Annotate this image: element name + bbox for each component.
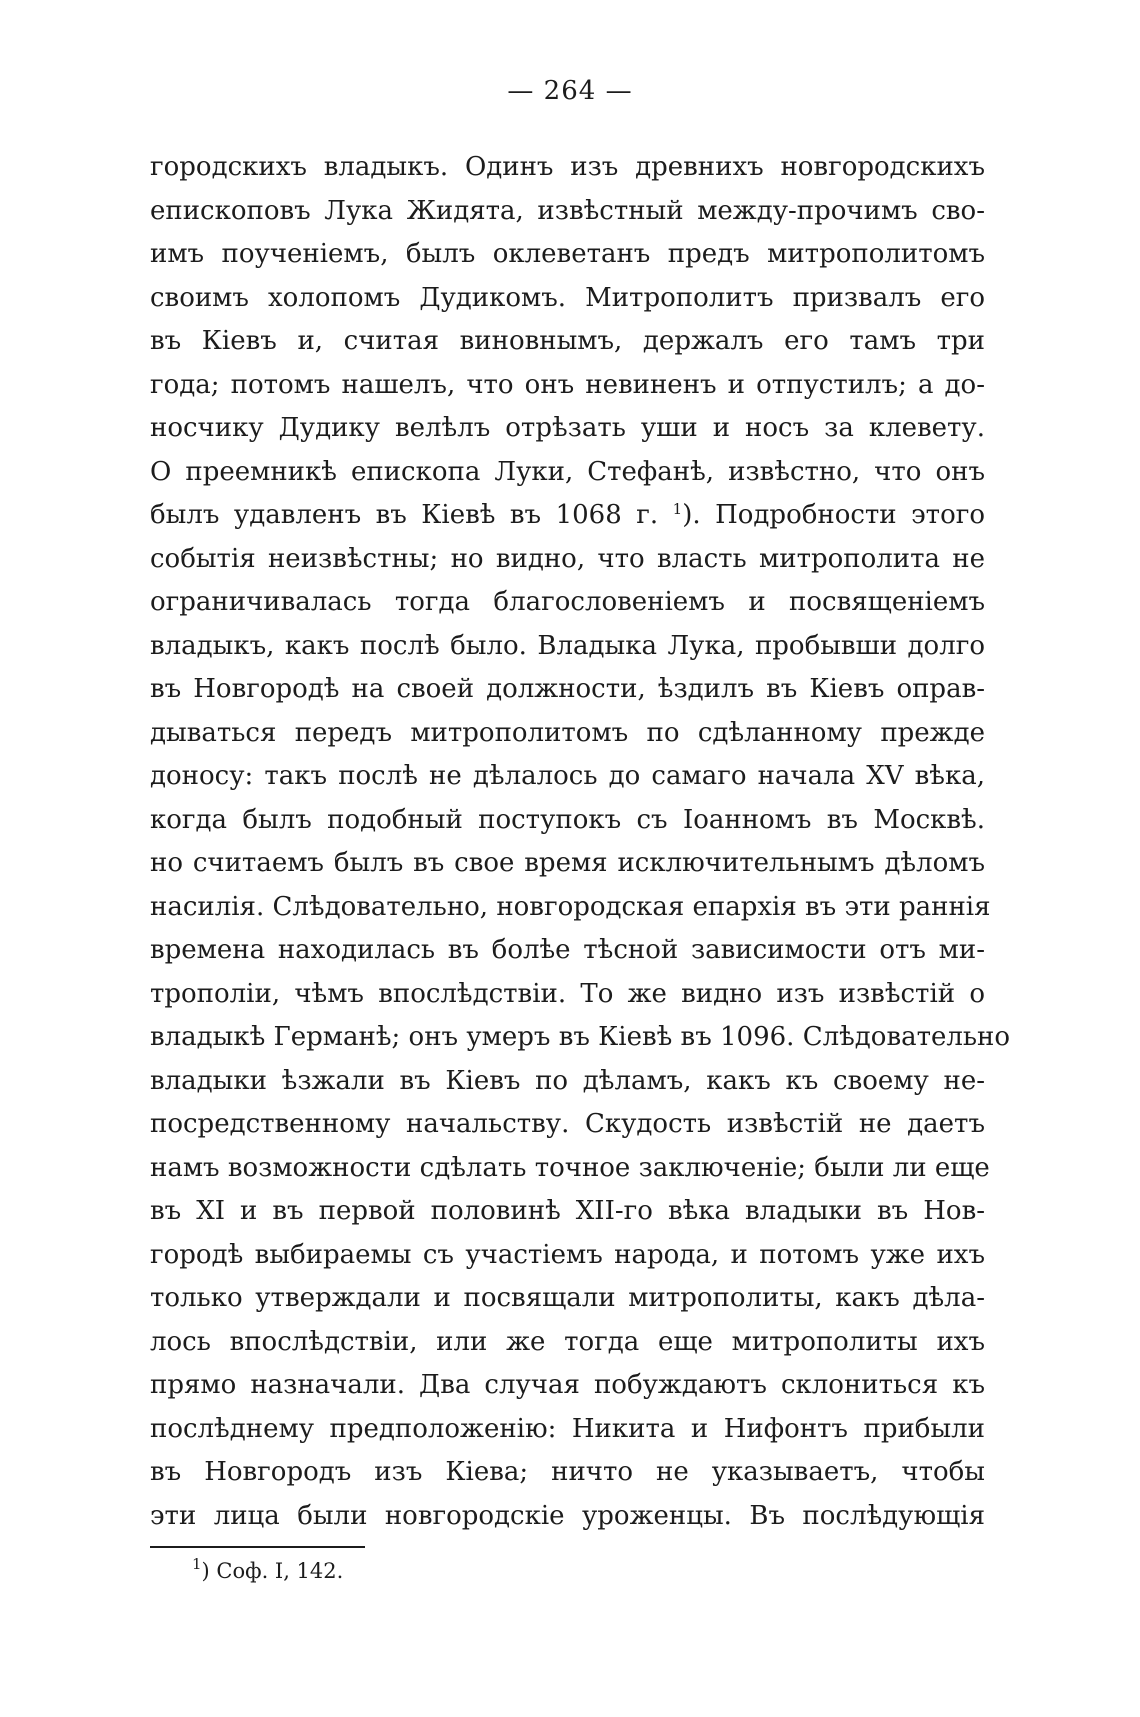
text-line: владыки ѣзжали въ Кіевъ по дѣламъ, какъ къ своему не- — [150, 1065, 985, 1096]
text-line-tail: ). Подробности этого — [682, 500, 985, 530]
text-line: доносу: такъ послѣ не дѣлалось до самаго начала XV вѣка, — [150, 761, 985, 791]
body-text — [150, 146, 1011, 1538]
footnote-marker: 1 — [192, 1555, 202, 1573]
page-number: — 264 — — [507, 76, 633, 106]
text-line: послѣднему предположенію: Никита и Нифонтъ прибыли — [150, 1413, 985, 1444]
text-line: епископовъ Лука Жидята, извѣстный между-прочимъ сво- — [150, 195, 985, 226]
text-line: эти лица были новгородскіе уроженцы. Въ послѣдующія — [150, 1500, 985, 1531]
text-line: владыкъ, какъ послѣ было. Владыка Лука, пробывши долго — [150, 630, 985, 661]
text-line: въ Кіевъ и, считая виновнымъ, держалъ его тамъ три — [150, 326, 985, 356]
text-line: событія неизвѣстны; но видно, что власть митрополита не — [150, 543, 985, 574]
footnote-divider — [150, 1546, 365, 1548]
text-line: городскихъ владыкъ. Одинъ изъ древнихъ новгородскихъ — [150, 152, 985, 182]
text-line: лось впослѣдствіи, или же тогда еще митрополиты ихъ — [150, 1326, 985, 1357]
footnote-reference: 1 — [672, 500, 683, 518]
text-line: своимъ холопомъ Дудикомъ. Митрополитъ призвалъ его — [150, 282, 985, 313]
text-line: дываться передъ митрополитомъ по сдѣланному прежде — [150, 717, 985, 748]
text-line: насилія. Слѣдовательно, новгородская епархія въ эти раннія — [150, 891, 991, 922]
text-line: въ Новгородѣ на своей должности, ѣздилъ въ Кіевъ оправ- — [150, 674, 985, 704]
text-line: городѣ выбираемы съ участіемъ народа, и потомъ уже ихъ — [150, 1239, 985, 1270]
text-line: посредственному начальству. Скудость извѣстій не даетъ — [150, 1109, 985, 1139]
text-line: трополіи, чѣмъ впослѣдствіи. То же видно изъ извѣстій о — [150, 978, 985, 1009]
text-line: носчику Дудику велѣлъ отрѣзать уши и носъ за клевету. — [150, 413, 985, 443]
text-line: намъ возможности сдѣлать точное заключеніе; были ли еще — [150, 1152, 990, 1183]
footnote — [192, 1556, 343, 1586]
text-line: времена находилась въ болѣе тѣсной зависимости отъ ми- — [150, 935, 985, 965]
text-line: но считаемъ былъ въ свое время исключительнымъ дѣломъ — [150, 848, 985, 878]
text-line: въ XI и въ первой половинѣ XII-го вѣка владыки въ Нов- — [150, 1196, 985, 1226]
text-line: О преемникѣ епископа Луки, Стефанѣ, извѣстно, что онъ — [150, 456, 985, 487]
text-line: прямо назначали. Два случая побуждаютъ склониться къ — [150, 1370, 985, 1400]
text-line-with-footnote-ref — [150, 494, 985, 538]
text-line: ограничивалась тогда благословеніемъ и посвященіемъ — [150, 587, 985, 617]
text-line: имъ поученіемъ, былъ оклеветанъ предъ митрополитомъ — [150, 239, 985, 269]
footnote-text: ) Соф. I, 142. — [201, 1559, 344, 1583]
text-line: въ Новгородъ изъ Кіева; ничто не указываетъ, чтобы — [150, 1457, 985, 1487]
text-line: когда былъ подобный поступокъ съ Іоанномъ въ Москвѣ. — [150, 804, 985, 835]
text-line-head: былъ удавленъ въ Кіевѣ въ 1068 г. — [150, 500, 659, 530]
text-line: владыкѣ Германѣ; онъ умеръ въ Кіевѣ въ 1096. Слѣдовательно — [150, 1022, 1011, 1052]
text-line: только утверждали и посвящали митрополиты, какъ дѣла- — [150, 1283, 985, 1313]
text-line: года; потомъ нашелъ, что онъ невиненъ и отпустилъ; а до- — [150, 369, 985, 400]
